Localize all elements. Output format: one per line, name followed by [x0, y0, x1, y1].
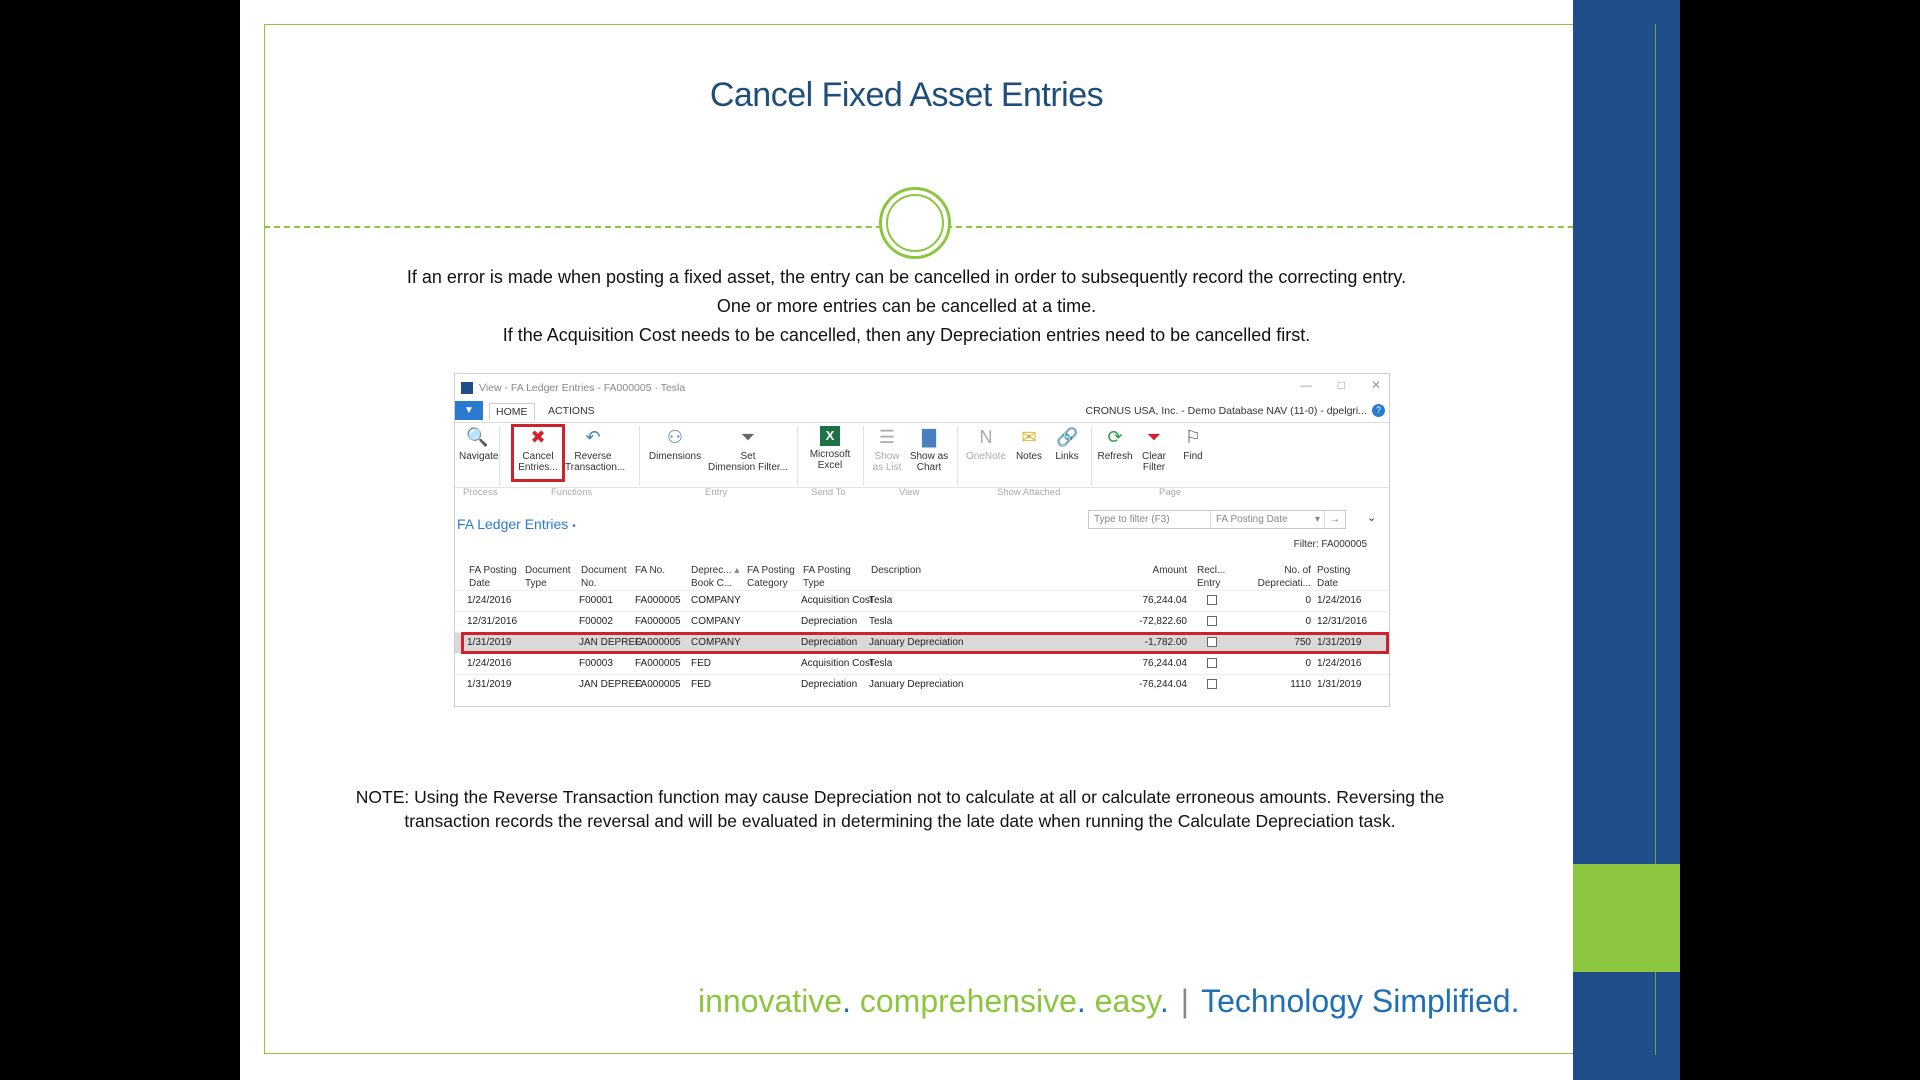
page-title[interactable] [457, 516, 576, 532]
dimensions-label: Dimensions [648, 451, 702, 462]
cell-fa-no: FA000005 [635, 616, 681, 627]
excel-button[interactable] [803, 426, 857, 471]
tagline [698, 983, 1519, 1020]
cell-post-date: 1/24/2016 [1317, 595, 1362, 606]
clear-filter-button[interactable] [1135, 426, 1173, 473]
cell-amount: 76,244.04 [1142, 658, 1187, 669]
filter-go-icon[interactable]: → [1324, 511, 1345, 528]
help-icon[interactable]: ? [1372, 404, 1385, 417]
tagline-right: Technology Simplified. [1201, 983, 1520, 1019]
cell-date: 1/31/2019 [467, 679, 512, 690]
clear-filter-icon: ⏷ [1146, 427, 1162, 447]
maximize-icon[interactable]: □ [1337, 378, 1345, 392]
tagline-dot: . [842, 983, 851, 1019]
cell-fa-no: FA000005 [635, 637, 681, 648]
cell-no-dep: 0 [1305, 616, 1311, 627]
app-logo-icon [461, 382, 473, 394]
cell-desc: Tesla [869, 616, 893, 627]
cell-post-date: 12/31/2016 [1317, 616, 1368, 627]
find-button[interactable] [1175, 426, 1211, 462]
col-header-amount[interactable] [1127, 564, 1187, 577]
excel-label-1: Microsoft [809, 449, 851, 460]
cell-book: COMPANY [691, 616, 741, 627]
cell-amount: -1,782.00 [1144, 637, 1187, 648]
cell-amount: -76,244.04 [1139, 679, 1187, 690]
app-menu-button[interactable]: ▼ [455, 401, 483, 420]
cell-type: Acquisition Cost [801, 595, 873, 606]
tagline-dot: . [1159, 983, 1169, 1019]
tagline-word: easy [1085, 983, 1160, 1019]
cell-doc-no: F00003 [579, 658, 613, 669]
group-process: Process [463, 487, 498, 498]
dimensions-icon: ⚇ [666, 427, 684, 447]
col-header-no-of-depreciation[interactable] [1235, 564, 1311, 590]
col-header-reclassification[interactable] [1197, 564, 1225, 590]
col-header-fa-posting-category[interactable] [747, 564, 795, 590]
tagline-word: innovative [698, 983, 843, 1019]
cell-date: 1/31/2019 [467, 637, 512, 648]
cell-post-date: 1/24/2016 [1317, 658, 1362, 669]
table-row[interactable] [455, 611, 1389, 632]
tab-home[interactable]: HOME [489, 403, 535, 420]
cell-no-dep: 0 [1305, 595, 1311, 606]
cell-fa-no: FA000005 [635, 595, 681, 606]
window-title: View - FA Ledger Entries - FA000005 · Tesla [479, 382, 686, 394]
slide-title: Cancel Fixed Asset Entries [709, 76, 1104, 114]
sort-indicator-icon: ▴ [734, 565, 740, 576]
header-line: Date [1317, 578, 1339, 589]
tagline-dot: . [1076, 983, 1086, 1019]
cell-type: Depreciation [801, 637, 858, 648]
reclassification-checkbox[interactable] [1207, 658, 1217, 668]
notes-label: Notes [1015, 451, 1043, 462]
cancel-entries-icon: ✖ [530, 427, 546, 447]
set-dim-label-2: Dimension Filter... [707, 462, 789, 473]
show-as-chart-button[interactable] [907, 426, 951, 473]
cell-book: COMPANY [691, 637, 741, 648]
col-header-description[interactable] [871, 564, 921, 577]
table-row[interactable] [455, 674, 1389, 695]
note-text [300, 785, 1500, 833]
navigate-label: Navigate [459, 451, 499, 462]
notes-icon: ✉ [1021, 427, 1037, 447]
header-line: Category [747, 578, 788, 589]
header-line: Amount [1152, 565, 1187, 576]
onenote-label: OneNote [965, 451, 1007, 462]
page-title-text: FA Ledger Entries [457, 516, 569, 532]
show-list-label-2: as List [872, 462, 902, 473]
reverse-label-1: Reverse [574, 451, 612, 462]
show-list-label-1: Show [874, 451, 900, 462]
row-divider [455, 590, 1389, 591]
excel-icon: X [820, 426, 840, 446]
ribbon-separator [797, 426, 798, 486]
page-title-caret-icon: • [572, 521, 576, 532]
cell-post-date: 1/31/2019 [1317, 637, 1362, 648]
col-header-posting-date[interactable] [1317, 564, 1350, 590]
ribbon-separator [863, 426, 864, 486]
group-functions: Functions [551, 487, 593, 498]
slide [240, 0, 1573, 1080]
links-label: Links [1055, 451, 1079, 462]
header-line: Recl... [1197, 565, 1226, 576]
tagline-separator: | [1180, 983, 1190, 1019]
header-line: Book C... [691, 578, 733, 589]
set-dimension-filter-button[interactable] [705, 426, 791, 473]
cell-no-dep: 750 [1294, 637, 1311, 648]
cell-book: FED [691, 658, 711, 669]
header-line: FA No. [635, 565, 666, 576]
cell-fa-no: FA000005 [635, 679, 681, 690]
cell-book: COMPANY [691, 595, 741, 606]
notes-button[interactable] [1011, 426, 1047, 462]
group-send-to: Send To [811, 487, 846, 498]
divider-circle-inner [886, 194, 944, 252]
header-line: No. of [1284, 565, 1311, 576]
reverse-label-2: Transaction... [565, 462, 626, 473]
cell-desc: January Depreciation [869, 637, 964, 648]
set-dim-label-1: Set [740, 451, 756, 462]
dimensions-button[interactable] [645, 426, 705, 462]
cell-date: 1/24/2016 [467, 658, 512, 669]
show-as-list-button[interactable] [867, 426, 907, 473]
clear-filter-label-1: Clear [1142, 451, 1166, 462]
refresh-label: Refresh [1097, 451, 1133, 462]
ribbon-separator [957, 426, 958, 486]
reclassification-checkbox[interactable] [1207, 595, 1217, 605]
header-line: Posting [1317, 565, 1351, 576]
col-header-depreciation-book[interactable] [691, 564, 739, 590]
table-row[interactable] [455, 653, 1389, 674]
cell-fa-no: FA000005 [635, 658, 681, 669]
tagline-word: comprehensive [850, 983, 1077, 1019]
find-label: Find [1183, 451, 1203, 462]
right-green-block [1573, 864, 1680, 972]
onenote-icon: N [979, 427, 993, 447]
cancel-entries-label-1: Cancel [522, 451, 554, 462]
filter-field-value: FA Posting Date [1216, 514, 1288, 525]
ribbon-separator [1091, 426, 1092, 486]
chart-icon: ▇ [922, 427, 936, 447]
cell-date: 1/24/2016 [467, 595, 512, 606]
navigate-button[interactable] [459, 426, 499, 462]
row-divider [455, 674, 1389, 675]
filter-label: Filter: FA000005 [1293, 539, 1367, 550]
header-line: FA Posting [747, 565, 795, 576]
company-info: CRONUS USA, Inc. - Demo Database NAV (11-0) - dpelgri... [1085, 405, 1367, 417]
cell-doc-no: F00002 [579, 616, 613, 627]
cell-doc-no: JAN DEPREC [579, 637, 643, 648]
refresh-icon: ⟳ [1107, 427, 1123, 447]
intro-text [240, 263, 1573, 350]
cell-book: FED [691, 679, 711, 690]
intro-line: If an error is made when posting a fixed asset, the entry can be cancelled in order to subsequently record the correcting entry. [406, 267, 1407, 287]
cell-no-dep: 0 [1305, 658, 1311, 669]
intro-line: One or more entries can be cancelled at a time. [716, 296, 1097, 316]
chevron-down-icon: ▾ [1314, 514, 1320, 525]
cell-date: 12/31/2016 [467, 616, 518, 627]
col-header-document-no[interactable] [581, 564, 627, 590]
cell-doc-no: JAN DEPREC [579, 679, 643, 690]
note-line: NOTE: Using the Reverse Transaction function may cause Depreciation not to calculate at all or calculate erroneous amounts. Reversing the [355, 787, 1445, 807]
cell-type: Acquisition Cost [801, 658, 873, 669]
header-line: Type [803, 578, 825, 589]
reverse-icon: ↶ [585, 427, 601, 447]
cell-amount: 76,244.04 [1142, 595, 1187, 606]
col-header-fa-no[interactable] [635, 564, 665, 577]
group-entry: Entry [705, 487, 728, 498]
cell-no-dep: 1110 [1290, 679, 1311, 690]
cell-desc: Tesla [869, 658, 893, 669]
group-view: View [899, 487, 920, 498]
cell-desc: January Depreciation [869, 679, 964, 690]
cell-type: Depreciation [801, 679, 858, 690]
expand-chevron-icon[interactable]: ⌄ [1367, 512, 1377, 524]
minimize-icon[interactable]: — [1299, 378, 1312, 392]
group-page: Page [1159, 487, 1182, 498]
window-controls [1300, 378, 1381, 392]
reverse-transaction-button[interactable] [565, 426, 626, 473]
header-line: Document [525, 565, 571, 576]
links-icon: 🔗 [1056, 427, 1079, 447]
cell-amount: -72,822.60 [1139, 616, 1187, 627]
header-line: No. [581, 578, 597, 589]
cell-doc-no: F00001 [579, 595, 613, 606]
list-icon: ☰ [878, 427, 896, 447]
header-line: Depreciati... [1257, 578, 1311, 589]
filter-bar [1088, 510, 1346, 529]
reclassification-checkbox[interactable] [1207, 679, 1217, 689]
frame-right-edge [1655, 24, 1656, 1055]
table-row[interactable] [455, 590, 1389, 611]
navigate-icon: 🔍 [466, 427, 489, 447]
header-line: Document [581, 565, 627, 576]
header-line: FA Posting [803, 565, 851, 576]
intro-line: If the Acquisition Cost needs to be cancelled, then any Depreciation entries need to be cancelled first. [502, 325, 1311, 345]
clear-filter-label-2: Filter [1142, 462, 1166, 473]
filter-input[interactable]: Type to filter (F3) [1089, 511, 1211, 528]
ribbon-separator [499, 426, 500, 486]
row-divider [455, 611, 1389, 612]
onenote-button[interactable] [963, 426, 1009, 462]
window-titlebar [461, 380, 685, 396]
header-line: Date [469, 578, 491, 589]
filter-icon: ⏷ [740, 427, 756, 447]
group-show-attached: Show Attached [997, 487, 1061, 498]
header-line: Entry [1197, 578, 1221, 589]
col-header-fa-posting-type[interactable] [803, 564, 851, 590]
show-chart-label-1: Show as [909, 451, 949, 462]
nav-window [454, 373, 1390, 707]
cancel-entries-label-2: Entries... [518, 462, 558, 473]
cell-post-date: 1/31/2019 [1317, 679, 1362, 690]
show-chart-label-2: Chart [916, 462, 942, 473]
header-line: FA Posting [469, 565, 517, 576]
refresh-button[interactable] [1095, 426, 1135, 462]
selected-row-highlight-box [461, 632, 1389, 654]
header-line: Type [525, 578, 547, 589]
cancel-highlight-box [511, 424, 565, 482]
tab-actions[interactable]: ACTIONS [548, 405, 595, 417]
header-line: Deprec... [691, 565, 732, 576]
reclassification-checkbox[interactable] [1207, 616, 1217, 626]
ribbon-separator [639, 426, 640, 486]
col-header-document-type[interactable] [525, 564, 571, 590]
cell-desc: Tesla [869, 595, 893, 606]
links-button[interactable] [1049, 426, 1085, 462]
close-icon[interactable]: ✕ [1370, 378, 1381, 392]
filter-field-select[interactable] [1211, 511, 1324, 528]
cell-type: Depreciation [801, 616, 858, 627]
note-line: transaction records the reversal and will be evaluated in determining the late date when running the Calculate Depreciation task. [404, 811, 1396, 831]
excel-label-2: Excel [817, 460, 843, 471]
header-line: Description [871, 565, 922, 576]
col-header-fa-posting-date[interactable] [469, 564, 517, 590]
binoculars-icon: ⚐ [1184, 427, 1202, 447]
